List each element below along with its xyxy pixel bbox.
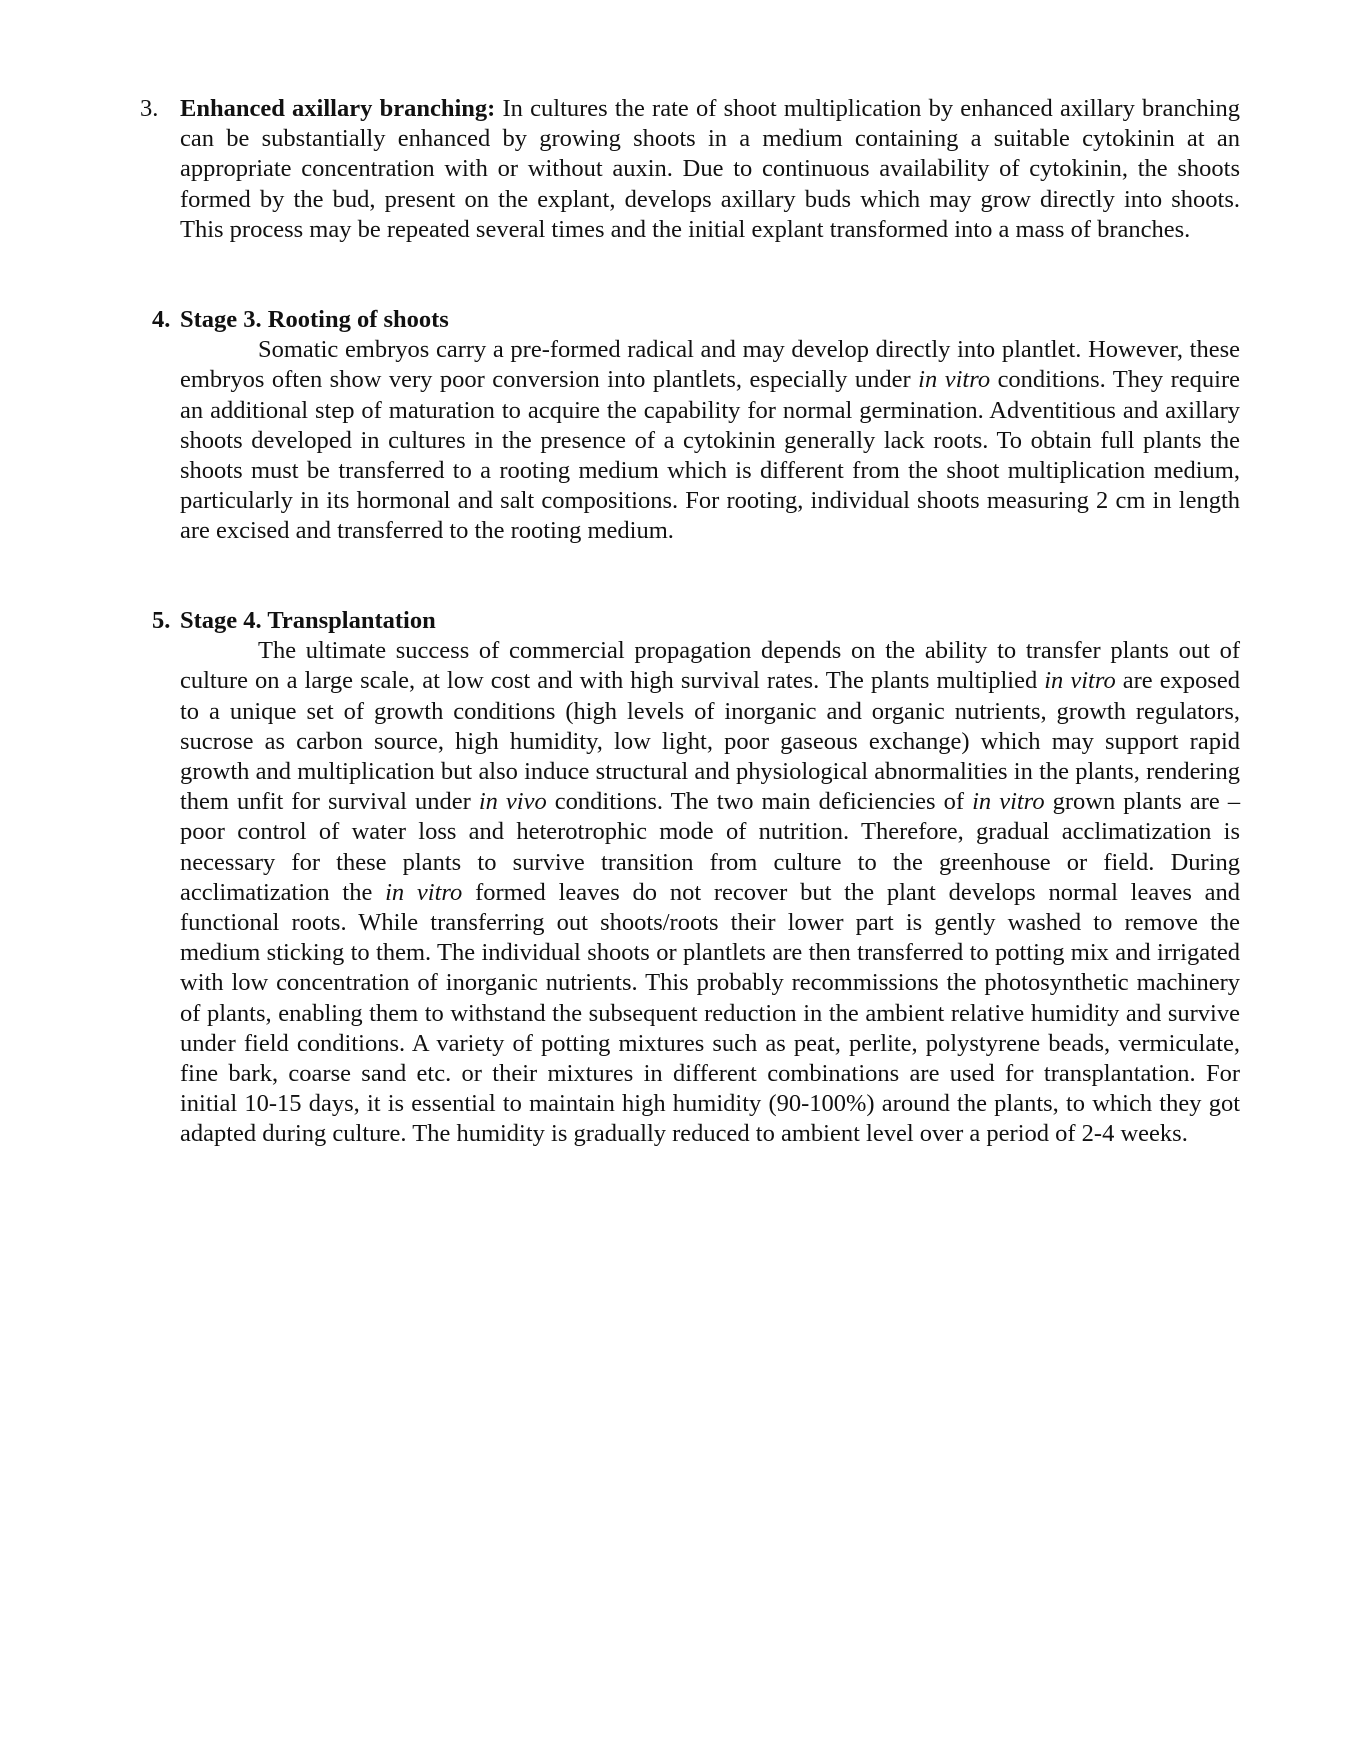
- section-heading: Stage 3. Rooting of shoots: [180, 306, 449, 333]
- text-run: The ultimate success of commercial propagation depends on the ability to transfer plants out of culture on a large scale, at low cost and with high survival rates. The plants multiplied: [180, 637, 1240, 695]
- list-item-rooting-of-shoots: [140, 305, 1240, 547]
- item-number: 5.: [152, 607, 171, 634]
- text-run: conditions. They require an additional step of maturation to acquire the capability for normal germination. Adventitious and axillary shoots developed in cultures in the presence of a cytokinin generally lack roots. To obtain full plants the shoots must be transferred to a rooting medium which is different from the shoot multiplication medium, particularly in its hormonal and salt compositions. For rooting, individual shoots measuring 2 cm in length are excised and transferred to the rooting medium.: [180, 366, 1240, 545]
- text-run: are exposed to a unique set of growth conditions (high levels of inorganic and organic nutrients, growth regulators, sucrose as carbon source, high humidity, low light, poor gaseous exchange) which may support rapid growth and multiplication but also induce structural and physiological abnormalities in the plants, rendering them unfit for survival under: [180, 667, 1240, 816]
- section-heading: Stage 4. Transplantation: [180, 607, 436, 634]
- italic-term: in vitro: [1044, 667, 1116, 695]
- italic-term: in vitro: [385, 878, 463, 906]
- list-item-enhanced-axillary-branching: [140, 94, 1240, 245]
- item-text: In cultures the rate of shoot multiplication by enhanced axillary branching can be substantially enhanced by growing shoots in a medium containing a suitable cytokinin at an appropriate concentration with or without auxin. Due to continuous availability of cytokinin, the shoots formed by the bud, present on the explant, develops axillary buds which may grow directly into shoots. This process may be repeated several times and the initial explant transformed into a mass of branches.: [180, 95, 1241, 243]
- item-number: 4.: [152, 306, 171, 333]
- italic-term: in vitro: [972, 788, 1045, 816]
- text-run: conditions. The two main deficiencies of: [554, 788, 965, 816]
- paragraph: [180, 636, 1240, 1149]
- item-body: [180, 305, 1240, 547]
- text-run: formed leaves do not recover but the plant develops normal leaves and functional roots. While transferring out shoots/roots their lower part is gently washed to remove the medium sticking to them. The individual shoots or plantlets are then transferred to potting mix and irrigated with low concentration of inorganic nutrients. This probably recommissions the photosynthetic machinery of plants, enabling them to withstand the subsequent reduction in the ambient relative humidity and survive under field conditions. A variety of potting mixtures such as peat, perlite, polystyrene beads, vermiculate, fine bark, coarse sand etc. or their mixtures in different combinations are used for transplantation. For initial 10-15 days, it is essential to maintain high humidity (90-100%) around the plants, to which they got adapted during culture. The humidity is gradually reduced to ambient level over a period of 2-4 weeks.: [180, 878, 1240, 1148]
- paragraph: [180, 335, 1240, 546]
- list-item-transplantation: [140, 606, 1240, 1150]
- text-run: grown plants are – poor control of water loss and heterotrophic mode of nutrition. Therefore, gradual acclimatization is necessary for these plants to survive transition from culture to the greenhouse or field. During acclimatization the: [180, 788, 1241, 906]
- text-run: Somatic embryos carry a pre-formed radical and may develop directly into plantlet. However, these embryos often show very poor conversion into plantlets, especially under: [180, 336, 1240, 394]
- item-lead-term: Enhanced axillary branching:: [180, 95, 496, 122]
- item-number: 3.: [140, 95, 159, 122]
- italic-term: in vitro: [918, 366, 991, 394]
- italic-term: in vivo: [478, 788, 547, 816]
- item-body: [180, 606, 1240, 1150]
- item-body: [180, 94, 1240, 245]
